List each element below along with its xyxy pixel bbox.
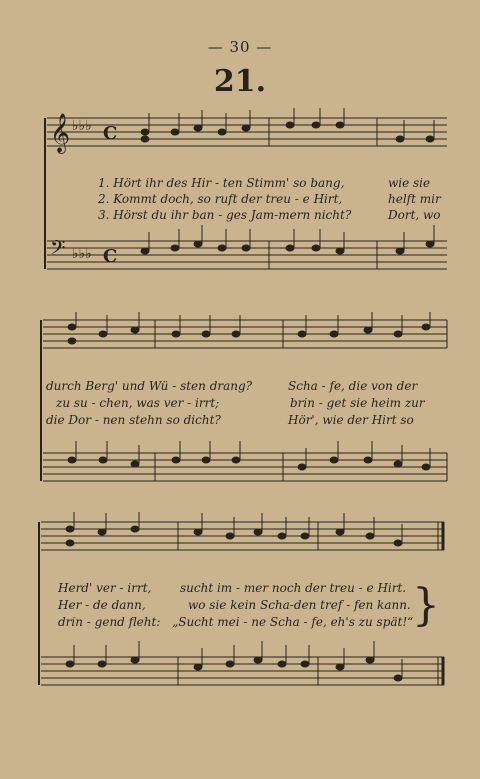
system-2-verse-1-left: durch Berg' und Wü - sten drang? xyxy=(46,379,253,393)
system-3-verse-2-left: Her - de dann, xyxy=(58,598,146,612)
system-3-verse-2-right: wo sie kein Scha-den tref - fen kann. xyxy=(188,598,411,612)
svg-text:C: C xyxy=(103,123,118,144)
system-1-verse-1-left: 1. Hört ihr des Hir - ten Stimm' so bang, xyxy=(98,176,345,190)
svg-text:♭♭♭: ♭♭♭ xyxy=(72,246,92,262)
svg-text:C: C xyxy=(103,246,118,267)
system-2-verse-3-left: die Dor - nen stehn so dicht? xyxy=(46,413,221,427)
system-2-verse-2-left: zu su - chen, was ver - irrt; xyxy=(56,396,220,410)
system-2-verse-1-right: Scha - fe, die von der xyxy=(288,379,418,393)
system-3-verse-1-left: Herd' ver - irrt, xyxy=(58,581,152,595)
system-3-verse-3-right: „Sucht mei - ne Scha - fe, eh's zu spät!“ xyxy=(172,615,414,629)
hymn-number: 21. xyxy=(213,64,267,99)
system-1-verse-1-right: wie sie xyxy=(388,176,431,190)
svg-text:𝄢: 𝄢 xyxy=(50,236,66,264)
verse-brace: } xyxy=(412,580,440,631)
system-1-verse-2-right: helft mir xyxy=(388,192,441,206)
system-3-verse-3-left: drin - gend fleht: xyxy=(58,615,161,629)
system-2-verse-2-right: brin - get sie heim zur xyxy=(290,396,425,410)
page-number: — 30 — xyxy=(207,38,273,56)
system-1-verse-3-right: Dort, wo xyxy=(388,208,441,222)
system-2-verse-3-right: Hör', wie der Hirt so xyxy=(288,413,414,427)
system-1-verse-2-left: 2. Kommt doch, so ruft der treu - e Hirt, xyxy=(98,192,343,206)
svg-text:𝄞: 𝄞 xyxy=(50,113,71,153)
system-1-verse-3-left: 3. Hörst du ihr ban - ges Jam-mern nicht? xyxy=(98,208,352,222)
svg-text:♭♭♭: ♭♭♭ xyxy=(72,118,92,134)
system-3-verse-1-right: sucht im - mer noch der treu - e Hirt. xyxy=(180,581,407,595)
